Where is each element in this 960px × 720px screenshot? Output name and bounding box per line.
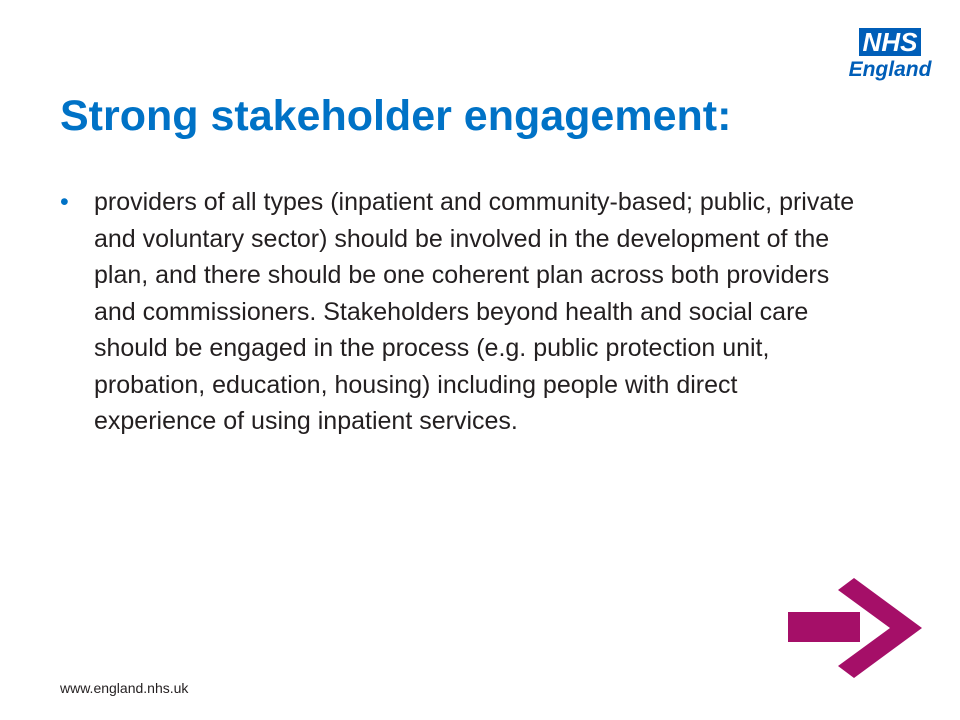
arrow-shaft xyxy=(788,612,860,642)
footer-url: www.england.nhs.uk xyxy=(60,680,189,696)
nhs-england-logo xyxy=(842,28,938,82)
bullet-list xyxy=(60,184,860,440)
arrow-right-icon[interactable] xyxy=(788,578,922,678)
nhs-logo-england: England xyxy=(848,58,932,81)
bullet-point-icon: • xyxy=(60,188,69,216)
nhs-logo-badge: NHS xyxy=(859,28,922,56)
slide-title: Strong stakeholder engagement: xyxy=(60,92,732,140)
bullet-item xyxy=(60,184,860,440)
bullet-text: providers of all types (inpatient and community-based; public, private and voluntary sector) should be involved in the development of the plan, and there should be one coherent plan across both providers and commissioners. Stakeholders beyond health and social care should be engaged in the process (e.g. public protection unit, probation, education, housing) including people with direct experience of using inpatient services. xyxy=(94,188,855,435)
